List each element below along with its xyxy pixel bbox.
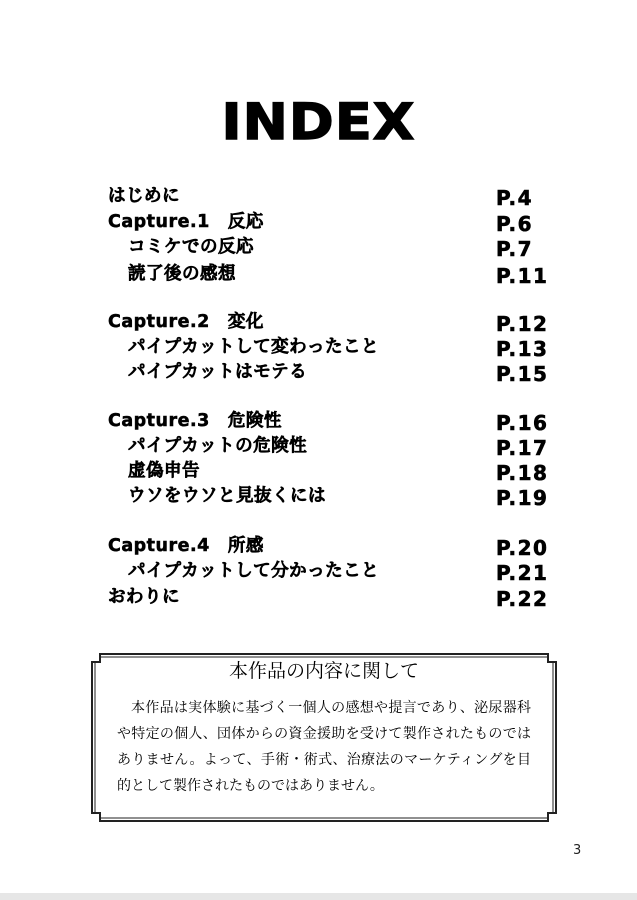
disclaimer-title: 本作品の内容に関して xyxy=(228,660,419,682)
toc-entry-page: P.13 xyxy=(496,337,549,361)
toc-entry-label: パイプカットはモテる xyxy=(128,362,308,382)
toc-entry-capture-4[interactable] xyxy=(108,533,554,559)
toc-entry-capture-2[interactable] xyxy=(108,309,554,335)
toc-entry-capture-3[interactable] xyxy=(108,408,554,434)
toc-entry-false-report[interactable] xyxy=(108,458,554,484)
disclaimer-box xyxy=(91,653,557,822)
page-number: 3 xyxy=(573,843,582,858)
toc-entry-capture-1[interactable] xyxy=(108,209,554,235)
toc-entry-conclusion[interactable] xyxy=(108,584,554,610)
toc-entry-label: コミケでの反応 xyxy=(128,237,254,257)
toc-entry-page: P.11 xyxy=(496,264,549,288)
index-title: INDEX xyxy=(221,93,416,151)
toc-entry-label: Capture.1 反応 xyxy=(108,212,264,232)
toc-entry-page: P.21 xyxy=(496,561,549,585)
toc-entry-label: おわりに xyxy=(108,587,180,607)
disclaimer-body: 本作品は実体験に基づく一個人の感想や提言であり、泌尿器科や特定の個人、団体からの資金援助を受けて製作されたものではありません。よって、手術・術式、治療法のマーケティングを目的として製作されたものではありません。 xyxy=(117,700,531,794)
toc-entry-introduction[interactable] xyxy=(108,183,554,209)
toc-entry-label: 虚偽申告 xyxy=(128,461,200,481)
toc-entry-reader-impressions[interactable] xyxy=(108,261,554,287)
toc-entry-label: パイプカットして分かったこと xyxy=(128,561,380,581)
toc-entry-label: はじめに xyxy=(108,186,180,206)
toc-entry-lessons[interactable] xyxy=(108,558,554,584)
toc-entry-label: パイプカットの危険性 xyxy=(128,436,308,456)
toc-entry-page: P.4 xyxy=(496,186,533,210)
toc-entry-page: P.6 xyxy=(496,212,533,236)
toc-entry-page: P.15 xyxy=(496,362,549,386)
toc-entry-risks[interactable] xyxy=(108,433,554,459)
toc-entry-popularity[interactable] xyxy=(108,359,554,385)
toc-entry-page: P.19 xyxy=(496,486,549,510)
toc-entry-page: P.18 xyxy=(496,461,549,485)
toc-entry-page: P.17 xyxy=(496,436,549,460)
toc-entry-page: P.12 xyxy=(496,312,549,336)
toc-entry-spotting-lies[interactable] xyxy=(108,483,554,509)
toc-entry-changes[interactable] xyxy=(108,334,554,360)
toc-entry-label: ウソをウソと見抜くには xyxy=(128,486,326,506)
bottom-edge xyxy=(0,893,637,900)
toc-entry-label: パイプカットして変わったこと xyxy=(128,337,379,357)
toc-entry-label: Capture.2 変化 xyxy=(108,312,264,332)
toc-entry-page: P.7 xyxy=(496,237,533,261)
toc-entry-label: Capture.3 危険性 xyxy=(108,411,282,431)
toc-entry-page: P.22 xyxy=(496,587,549,611)
toc-entry-page: P.16 xyxy=(496,411,549,435)
toc-entry-label: Capture.4 所感 xyxy=(108,536,264,556)
toc-entry-comiket-reaction[interactable] xyxy=(108,234,554,260)
toc-entry-label: 読了後の感想 xyxy=(128,264,236,284)
toc-entry-page: P.20 xyxy=(496,536,549,560)
